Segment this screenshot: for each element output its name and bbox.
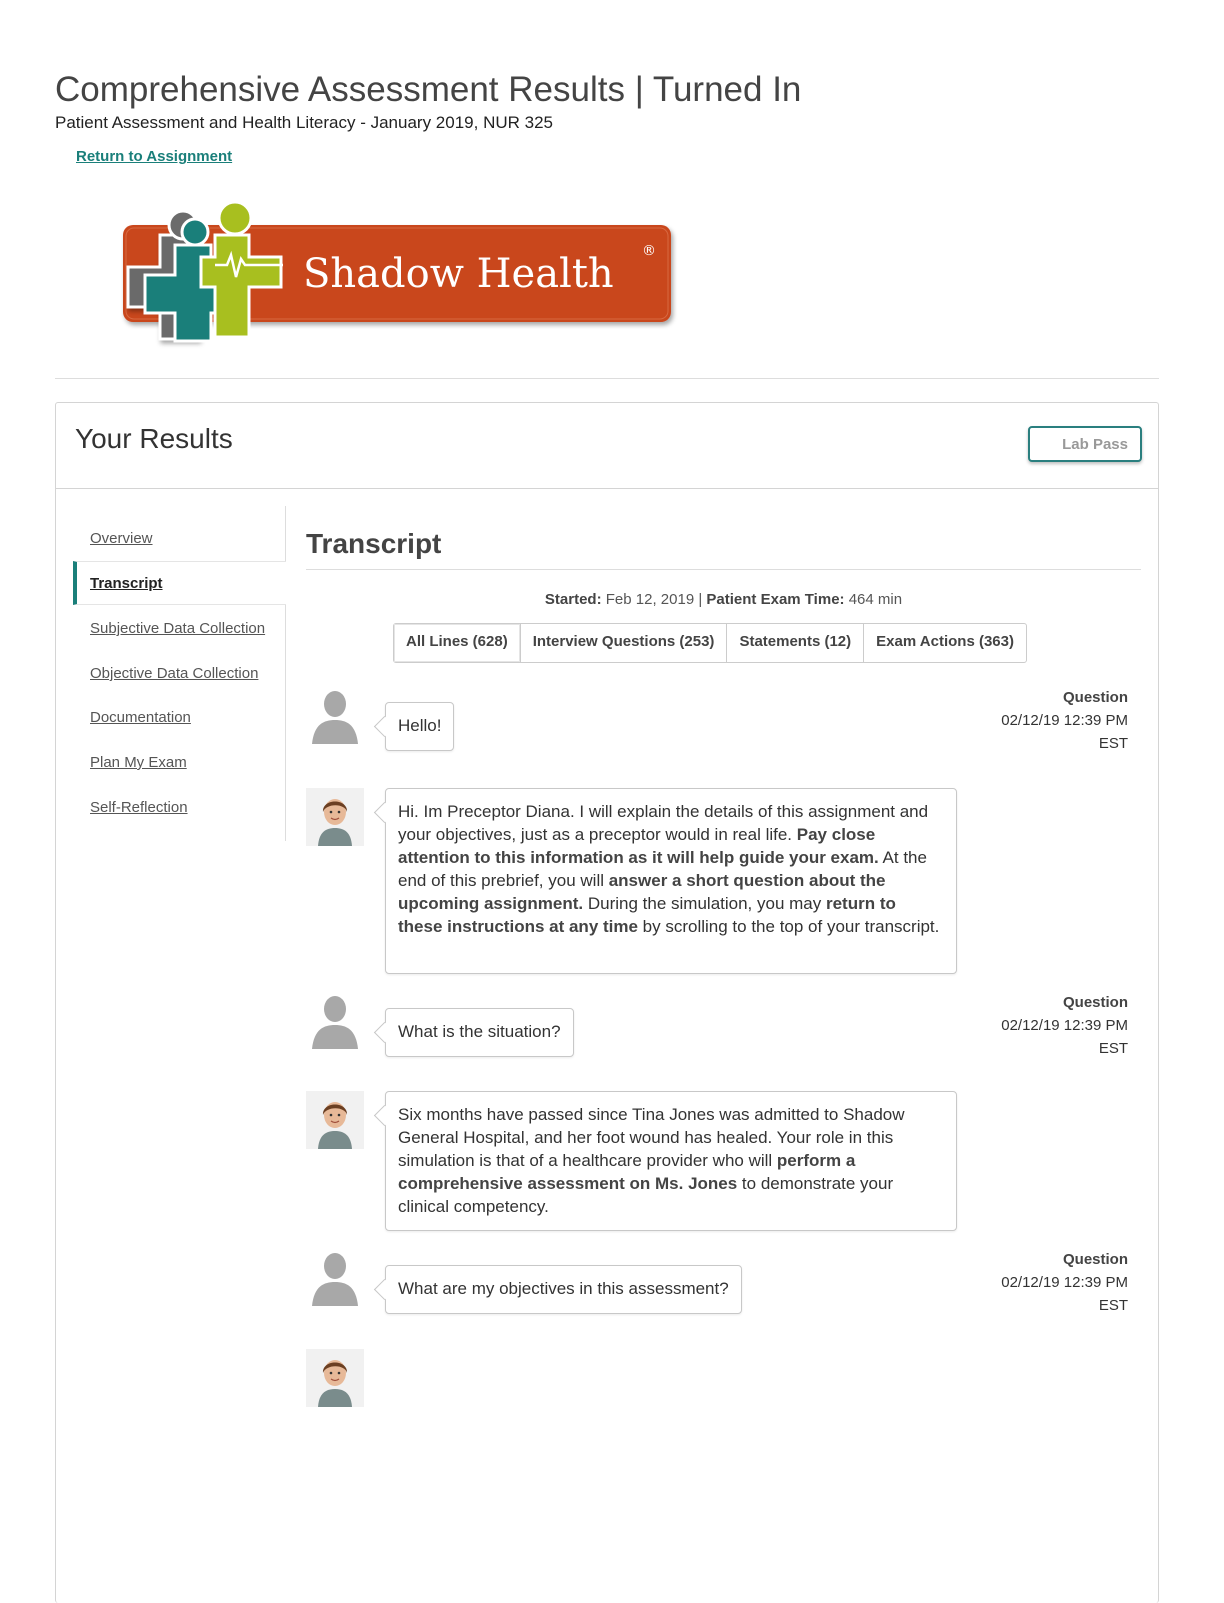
logo-text: Shadow Health	[303, 251, 614, 297]
return-to-assignment-link[interactable]: Return to Assignment	[76, 148, 233, 165]
entry-timezone: EST	[1098, 1297, 1128, 1314]
question-bubble: What are my objectives in this assessment?	[385, 1265, 742, 1314]
meta-separator: |	[698, 591, 703, 608]
preceptor-message: Hi. Im Preceptor Diana. I will explain the details of this assignment and your objectives, just as a preceptor would in real life. Pay close attention to this information as it will help guide your exam. At the end of this prebrief, you will answer a short question about the upcoming assignment. During the simulation, you may return to these instructions at any time by scrolling to the top of your transcript.	[385, 788, 957, 974]
started-label: Started:	[544, 591, 602, 608]
preceptor-avatar-icon	[306, 1349, 364, 1407]
tab-statements[interactable]: Statements (12)	[727, 624, 864, 662]
sidebar-item-transcript[interactable]: Transcript	[73, 561, 286, 605]
exam-meta	[306, 591, 1141, 608]
sidebar-item-plan-my-exam[interactable]: Plan My Exam	[90, 754, 187, 771]
lab-pass-button[interactable]: Lab Pass	[1028, 426, 1142, 462]
entry-datetime: 02/12/19 12:39 PM	[1001, 1274, 1128, 1291]
sidebar-item-overview[interactable]: Overview	[90, 530, 153, 547]
transcript-title: Transcript	[306, 528, 442, 559]
page-title: Comprehensive Assessment Results | Turned In	[55, 70, 802, 109]
exam-time-label: Patient Exam Time:	[706, 591, 845, 608]
student-avatar-icon	[306, 991, 364, 1049]
preceptor-avatar-icon	[306, 1091, 364, 1149]
tab-interview-questions[interactable]: Interview Questions (253)	[521, 624, 728, 662]
shadow-health-logo	[115, 195, 680, 350]
results-title: Your Results	[75, 423, 233, 454]
preceptor-avatar-icon	[306, 788, 364, 846]
exam-time-value: 464 min	[848, 591, 903, 608]
sidebar-item-self-reflection[interactable]: Self-Reflection	[90, 799, 188, 816]
student-avatar-icon	[306, 686, 364, 744]
started-value: Feb 12, 2019	[605, 591, 695, 608]
sidebar-item-documentation[interactable]: Documentation	[90, 709, 191, 726]
tab-exam-actions[interactable]: Exam Actions (363)	[876, 633, 1014, 650]
sidebar-item-objective-data[interactable]: Objective Data Collection	[90, 665, 259, 682]
results-sidebar	[73, 506, 286, 841]
transcript-filter-tabs	[393, 623, 1027, 663]
question-meta	[1001, 686, 1128, 755]
entry-datetime: 02/12/19 12:39 PM	[1001, 712, 1128, 729]
question-bubble: What is the situation?	[385, 1008, 574, 1057]
entry-datetime: 02/12/19 12:39 PM	[1001, 1017, 1128, 1034]
question-meta	[1001, 1248, 1128, 1317]
entry-timezone: EST	[1098, 1040, 1128, 1057]
entry-timezone: EST	[1098, 735, 1128, 752]
divider	[55, 378, 1159, 379]
question-meta	[1001, 991, 1128, 1060]
results-header	[56, 403, 1158, 489]
entry-kind: Question	[1062, 689, 1128, 706]
entry-kind: Question	[1062, 994, 1128, 1011]
tab-all-lines[interactable]: All Lines (628)	[394, 624, 521, 662]
sidebar-item-subjective-data[interactable]: Subjective Data Collection	[90, 620, 266, 637]
entry-kind: Question	[1062, 1251, 1128, 1268]
student-avatar-icon	[306, 1248, 364, 1306]
registered-mark: ®	[642, 243, 656, 259]
preceptor-message: Six months have passed since Tina Jones was admitted to Shadow General Hospital, and her foot wound has healed. Your role in this simulation is that of a healthcare provider who will perform a comprehensive assessment on Ms. Jones to demonstrate your clinical competency.	[385, 1091, 957, 1231]
course-subtitle: Patient Assessment and Health Literacy - January 2019, NUR 325	[55, 113, 553, 132]
question-bubble: Hello!	[385, 702, 454, 751]
results-panel	[55, 402, 1159, 1603]
divider	[306, 569, 1141, 570]
